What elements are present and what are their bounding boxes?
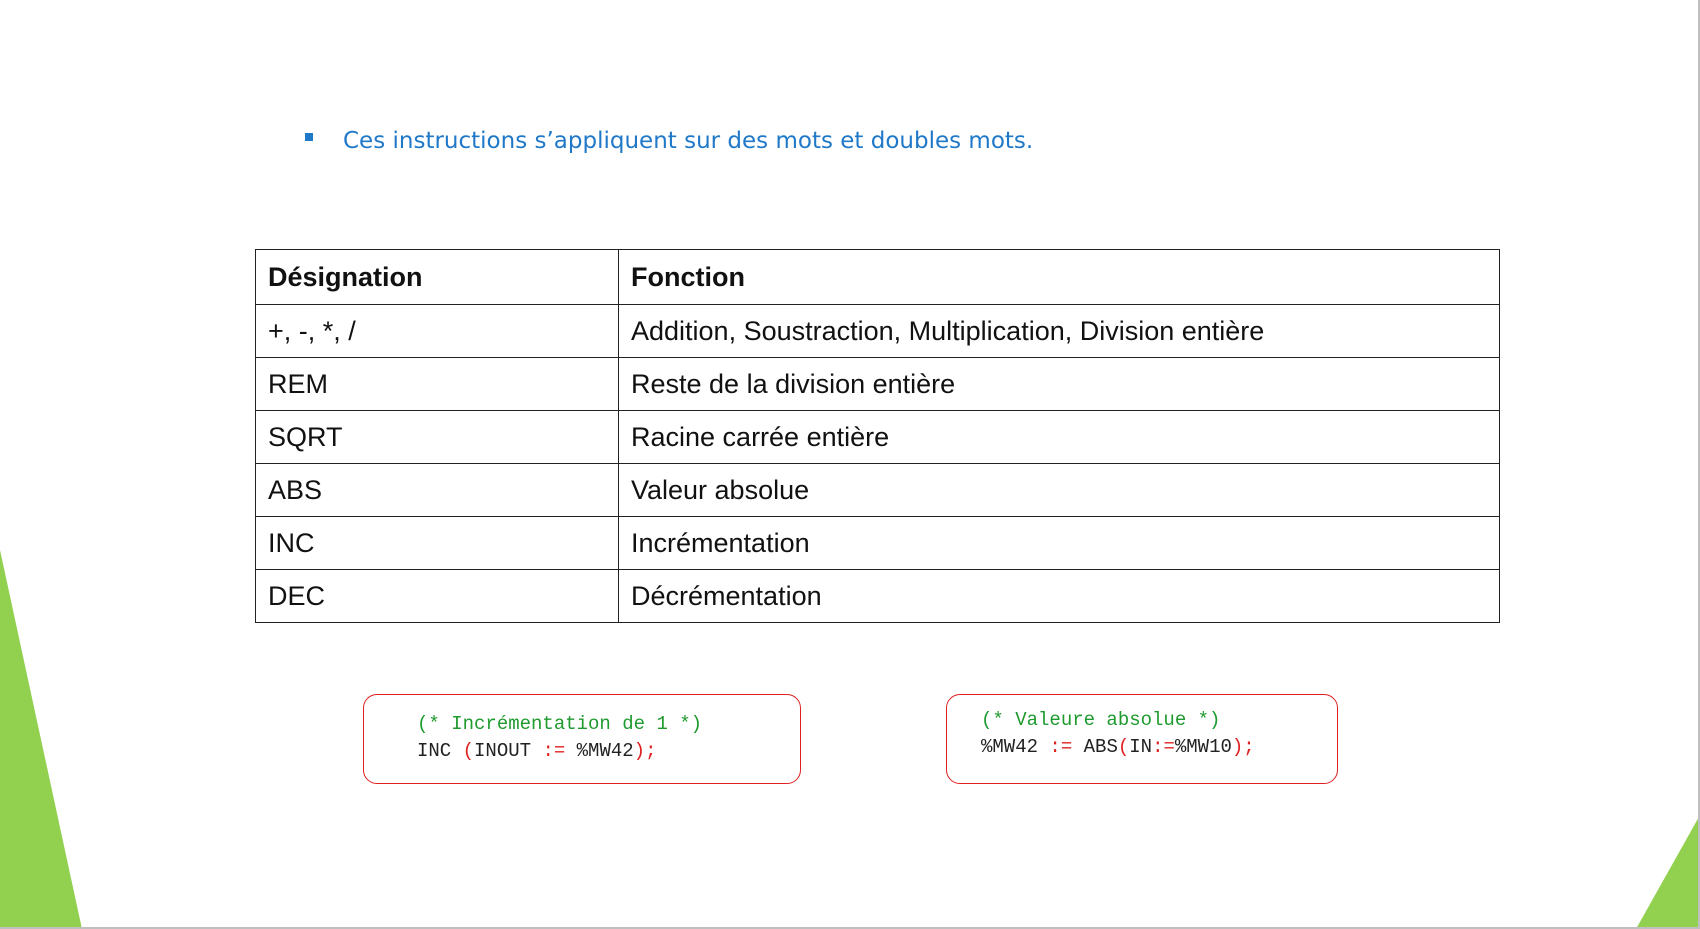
table-row [256, 411, 1500, 464]
cell-designation: ABS [256, 464, 619, 517]
header-fonction: Fonction [619, 250, 1500, 305]
code-token: IN [1129, 736, 1153, 758]
square-bullet-icon [305, 133, 313, 141]
table-header-row [256, 250, 1500, 305]
table-row [256, 358, 1500, 411]
cell-designation: INC [256, 517, 619, 570]
cell-fonction: Addition, Soustraction, Multiplication, Division entière [619, 305, 1500, 358]
code-token: INC [417, 740, 463, 762]
code-comment: (* Incrémentation de 1 *) [417, 713, 703, 735]
table-row [256, 464, 1500, 517]
green-triangle-left [0, 550, 82, 929]
code-token: INOUT [474, 740, 543, 762]
cell-designation: DEC [256, 570, 619, 623]
operations-table [255, 249, 1500, 623]
header-designation: Désignation [256, 250, 619, 305]
code-token: %MW10 [1174, 736, 1232, 758]
cell-designation: SQRT [256, 411, 619, 464]
code-token: ABS [1072, 736, 1118, 758]
code-token: %MW42 [981, 736, 1050, 758]
code-token: := [542, 740, 566, 762]
cell-fonction: Décrémentation [619, 570, 1500, 623]
code-comment: (* Valeure absolue *) [981, 709, 1221, 731]
code-token: ); [1231, 736, 1255, 758]
code-token: ); [633, 740, 657, 762]
cell-fonction: Valeur absolue [619, 464, 1500, 517]
code-example-abs [946, 694, 1338, 784]
bullet-item [305, 128, 1033, 154]
cell-designation: +, -, *, / [256, 305, 619, 358]
cell-fonction: Reste de la division entière [619, 358, 1500, 411]
table-row [256, 570, 1500, 623]
table-row [256, 305, 1500, 358]
code-token: ( [462, 740, 475, 762]
code-token: ( [1117, 736, 1130, 758]
cell-designation: REM [256, 358, 619, 411]
code-token: := [1152, 736, 1175, 758]
bullet-text: Ces instructions s’appliquent sur des mots et doubles mots. [343, 128, 1034, 154]
code-example-inc [363, 694, 801, 784]
green-triangle-right [1636, 815, 1700, 929]
code-token: %MW42 [565, 740, 634, 762]
cell-fonction: Incrémentation [619, 517, 1500, 570]
table-row [256, 517, 1500, 570]
code-token: := [1049, 736, 1073, 758]
cell-fonction: Racine carrée entière [619, 411, 1500, 464]
